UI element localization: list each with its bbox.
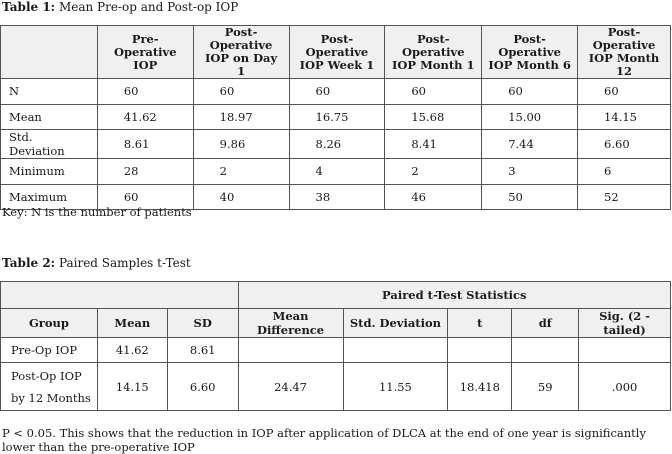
row-label: Std. Deviation — [1, 130, 98, 159]
table-cell: 41.62 — [97, 104, 193, 130]
table1-header-cell: Post-Operative IOP Week 1 — [289, 26, 385, 79]
table2-header-cell: Group — [1, 309, 98, 338]
table-cell: 18.97 — [193, 104, 289, 130]
table-cell: 15.68 — [385, 104, 482, 130]
table-cell: 28 — [97, 159, 193, 185]
table-cell: 60 — [97, 79, 193, 105]
table-cell: 3 — [482, 159, 578, 185]
table-cell: 14.15 — [97, 363, 167, 411]
table-cell: 2 — [193, 159, 289, 185]
table1-key: Key: N is the number of patients — [2, 205, 192, 219]
table-cell: 41.62 — [97, 338, 167, 363]
table-row — [1, 104, 671, 130]
table-cell: 6.60 — [167, 363, 238, 411]
table-cell — [579, 338, 671, 363]
table-cell: 9.86 — [193, 130, 289, 159]
table-cell: 2 — [385, 159, 482, 185]
table-cell: 8.61 — [167, 338, 238, 363]
table2-header-cell: SD — [167, 309, 238, 338]
table2-caption-label: Table 2: — [2, 256, 56, 270]
table-cell: 8.26 — [289, 130, 385, 159]
table-cell: 6.60 — [578, 130, 671, 159]
table-cell: 60 — [482, 79, 578, 105]
table-cell: 24.47 — [238, 363, 343, 411]
table-cell: 52 — [578, 184, 671, 210]
table1-header-cell: Post-Operative IOP on Day 1 — [193, 26, 289, 79]
table-cell: 16.75 — [289, 104, 385, 130]
table2-header-cell: Mean Difference — [238, 309, 343, 338]
table-cell: 46 — [385, 184, 482, 210]
table-cell: 50 — [482, 184, 578, 210]
table1-header-cell: Post-Operative IOP Month 6 — [482, 26, 578, 79]
table-row — [1, 338, 671, 363]
table1-caption-label: Table 1: — [2, 0, 56, 14]
table1 — [0, 25, 671, 210]
row-label: Mean — [1, 104, 98, 130]
footnote: P < 0.05. This shows that the reduction in IOP after application of DLCA at the end of one year is significantly lower than the pre-operative IOP — [2, 426, 646, 454]
table2-header-cell: df — [512, 309, 579, 338]
table-cell: 60 — [385, 79, 482, 105]
table2-group-header-row — [1, 282, 671, 309]
table1-caption — [2, 0, 238, 14]
row-label: N — [1, 79, 98, 105]
table1-header-blank — [1, 26, 98, 79]
table-cell: 60 — [193, 79, 289, 105]
table-row — [1, 79, 671, 105]
row-label: Pre-Op IOP — [1, 338, 98, 363]
table-cell: 60 — [578, 79, 671, 105]
table-row — [1, 159, 671, 185]
row-label: Post-Op IOP by 12 Months — [1, 363, 98, 411]
table-cell: 8.41 — [385, 130, 482, 159]
table-cell — [343, 338, 448, 363]
table-cell: 7.44 — [482, 130, 578, 159]
table2-caption — [2, 256, 191, 270]
table2-header-blank — [1, 282, 239, 309]
table-cell: 60 — [289, 79, 385, 105]
table-cell: 38 — [289, 184, 385, 210]
table-cell: 40 — [193, 184, 289, 210]
row-label: Minimum — [1, 159, 98, 185]
table-cell: 6 — [578, 159, 671, 185]
table-cell: 8.61 — [97, 130, 193, 159]
table2-header-row — [1, 309, 671, 338]
table2-header-cell: Sig. (2 - tailed) — [579, 309, 671, 338]
table-cell: 59 — [512, 363, 579, 411]
table2-header-cell: Mean — [97, 309, 167, 338]
table1-header-row — [1, 26, 671, 79]
table-cell — [512, 338, 579, 363]
table-cell — [238, 338, 343, 363]
table-cell: 4 — [289, 159, 385, 185]
table-cell: .000 — [579, 363, 671, 411]
table-row — [1, 363, 671, 411]
table-cell: 15.00 — [482, 104, 578, 130]
table1-header-cell: Post-Operative IOP Month 12 — [578, 26, 671, 79]
table-cell: 60 — [97, 184, 193, 210]
table2-header-cell: Std. Deviation — [343, 309, 448, 338]
row-label: Maximum — [1, 184, 98, 210]
table1-header-cell: Pre-Operative IOP — [97, 26, 193, 79]
table-cell: 18.418 — [448, 363, 512, 411]
table-cell: 14.15 — [578, 104, 671, 130]
table2 — [0, 281, 671, 411]
table1-caption-text: Mean Pre-op and Post-op IOP — [58, 0, 239, 14]
table1-header-cell: Post-Operative IOP Month 1 — [385, 26, 482, 79]
table-cell — [448, 338, 512, 363]
table-cell: 11.55 — [343, 363, 448, 411]
table-row — [1, 130, 671, 159]
table2-group-header: Paired t-Test Statistics — [238, 282, 670, 309]
table2-caption-text: Paired Samples t-Test — [58, 256, 191, 270]
table2-header-cell: t — [448, 309, 512, 338]
